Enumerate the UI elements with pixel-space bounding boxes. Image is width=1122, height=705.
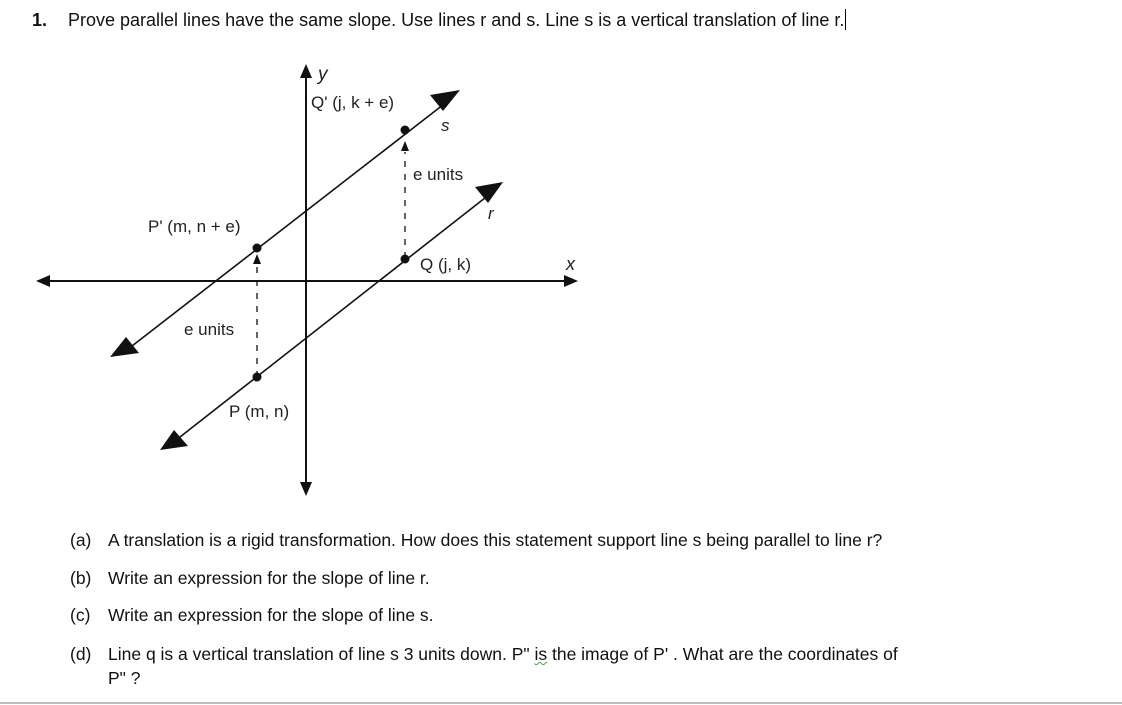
question-c-text: Write an expression for the slope of line s. bbox=[108, 605, 434, 625]
point-q-label: Q (j, k) bbox=[420, 255, 471, 274]
point-p-prime-label: P' (m, n + e) bbox=[148, 217, 241, 236]
question-c-label: (c) bbox=[70, 605, 91, 625]
line-s-upper-arrow bbox=[430, 90, 460, 111]
problem-number: 1. bbox=[32, 10, 48, 30]
x-axis-right-arrow bbox=[564, 275, 578, 287]
question-a bbox=[70, 529, 882, 551]
question-d-underlined-word: is bbox=[534, 644, 548, 664]
question-b-label: (b) bbox=[70, 568, 92, 588]
question-d-text-part2: the image of P' . What are the coordinates of bbox=[551, 644, 898, 664]
question-b bbox=[70, 567, 430, 589]
question-b-text: Write an expression for the slope of line r. bbox=[108, 568, 430, 588]
line-s-lower-arrow bbox=[110, 337, 139, 357]
units-left-label: e units bbox=[184, 320, 235, 339]
question-d bbox=[70, 643, 898, 665]
question-d-line2: P" ? bbox=[108, 668, 141, 688]
question-d-text-part1: Line q is a vertical translation of line s 3 units down. P" bbox=[108, 644, 530, 664]
page-bottom-divider bbox=[0, 702, 1122, 704]
y-axis-label: y bbox=[318, 64, 328, 85]
problem-prompt[interactable]: Prove parallel lines have the same slope. Use lines r and s. Line s is a vertical translation of line r. bbox=[68, 10, 845, 30]
line-r-label: r bbox=[488, 204, 494, 223]
x-axis-label: x bbox=[566, 254, 575, 274]
translation-arrow-left bbox=[253, 254, 261, 377]
line-s-label: s bbox=[441, 116, 450, 135]
question-d-label: (d) bbox=[70, 644, 92, 664]
y-axis-down-arrow bbox=[300, 482, 312, 496]
units-right-label: e units bbox=[413, 165, 464, 184]
point-q bbox=[401, 255, 410, 264]
x-axis-left-arrow bbox=[36, 275, 50, 287]
point-p bbox=[253, 373, 262, 382]
point-p-label: P (m, n) bbox=[229, 402, 290, 421]
translation-arrow-right bbox=[401, 141, 409, 258]
y-axis-up-arrow bbox=[300, 64, 312, 78]
line-r-upper-arrow bbox=[475, 182, 503, 203]
point-q-prime-label: Q' (j, k + e) bbox=[311, 93, 395, 112]
line-r-lower-arrow bbox=[160, 430, 188, 450]
question-a-label: (a) bbox=[70, 530, 92, 550]
point-q-prime bbox=[401, 126, 410, 135]
point-p-prime bbox=[253, 244, 262, 253]
question-a-text: A translation is a rigid transformation. How does this statement support line s being parallel to line r? bbox=[108, 530, 883, 550]
question-c bbox=[70, 604, 434, 626]
